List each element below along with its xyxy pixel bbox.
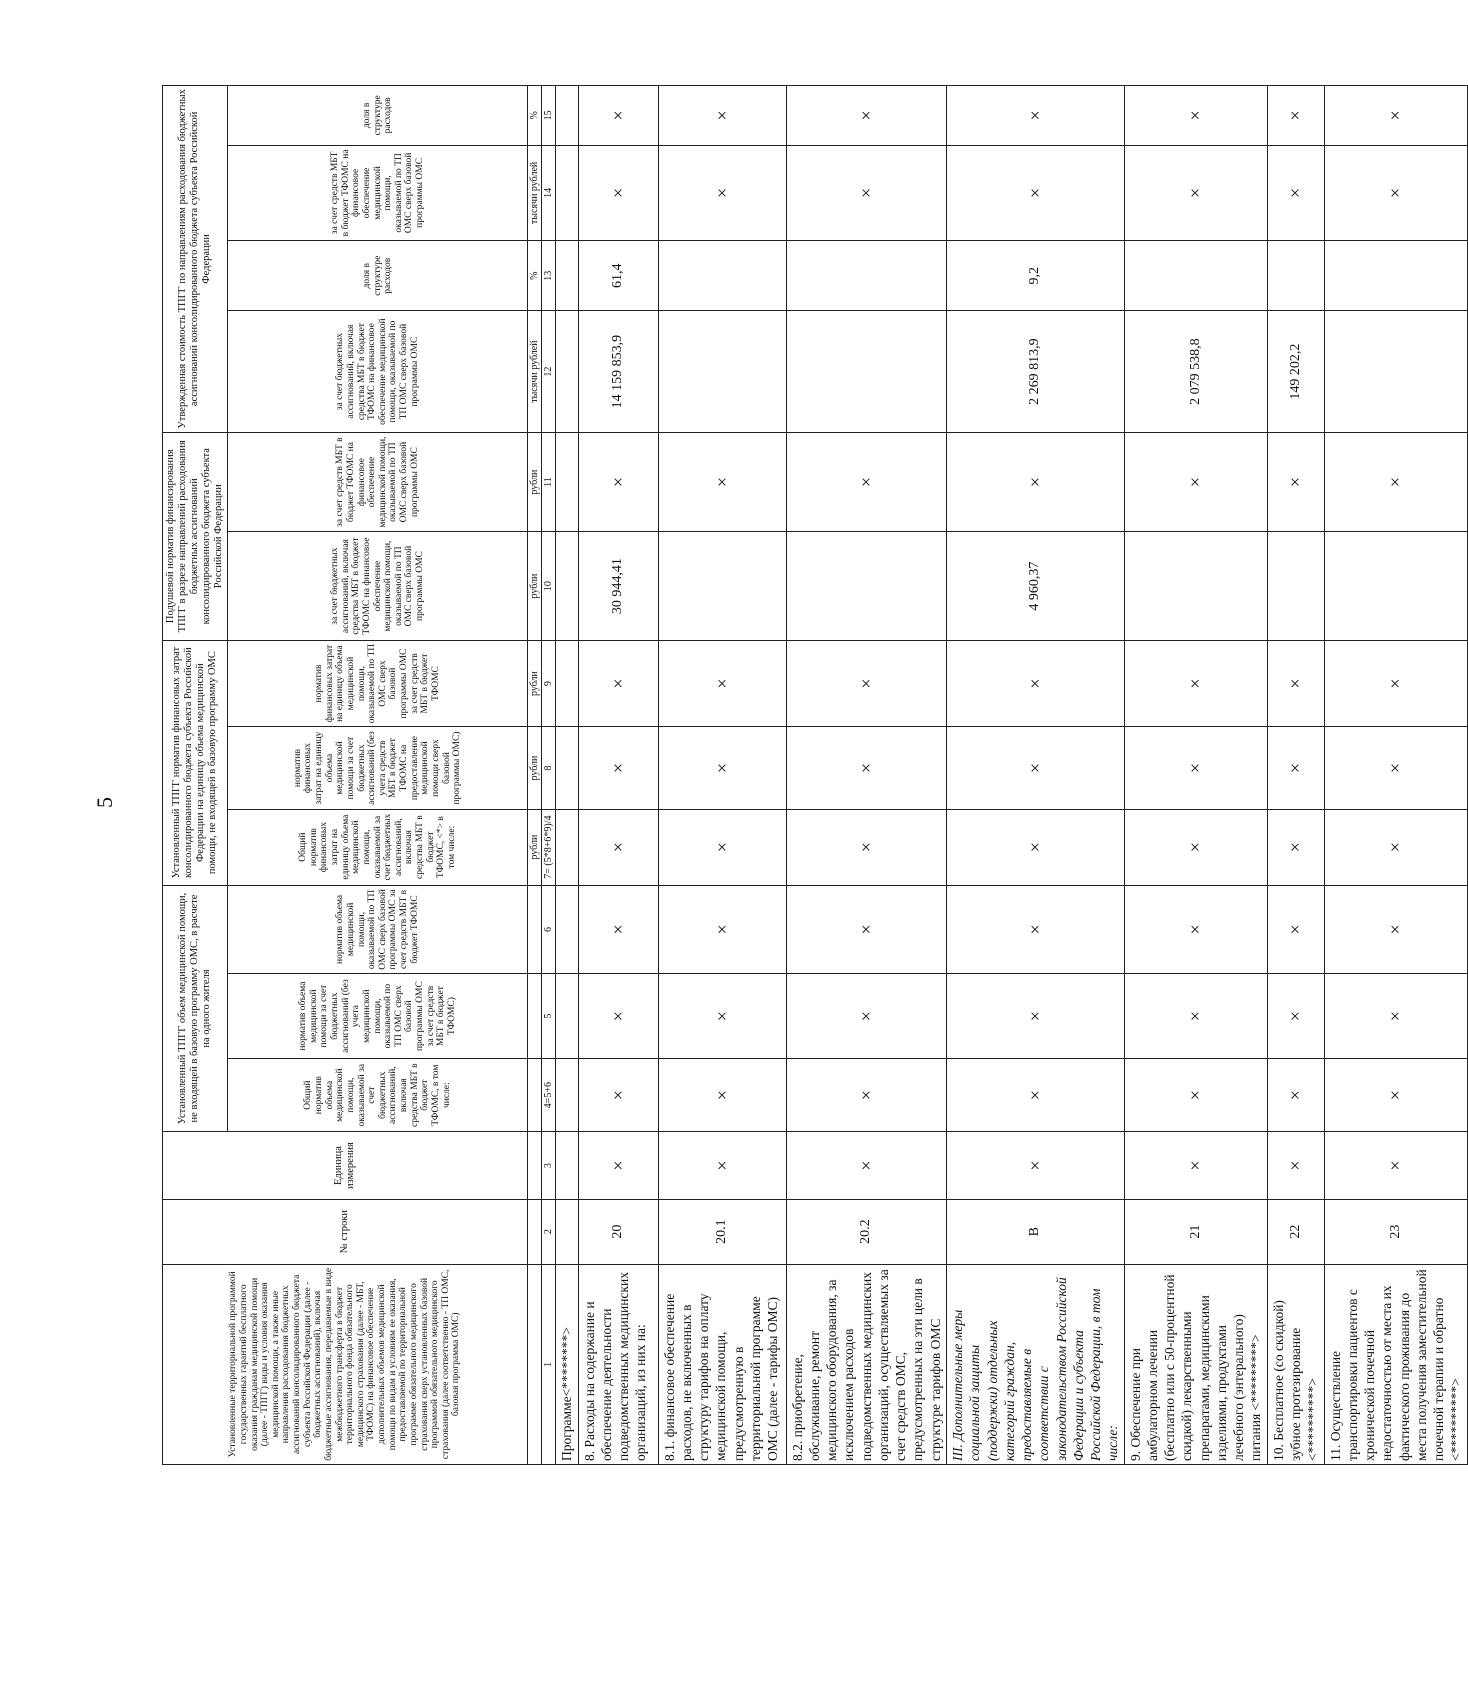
table-cell: × (578, 1132, 658, 1199)
table-cell (556, 1132, 578, 1199)
table-cell: × (658, 432, 786, 532)
unit-cell: тысячи рублей (528, 311, 542, 432)
header-row-groups (163, 86, 228, 1465)
row-label: 9. Обеспечение при амбулаторном лечении (бесплатно или с 50-процентной скидкой) лекарственными препаратами, медицинскими изделиями, продуктами лечебного (энтерального) питания <*********> (1124, 1264, 1267, 1464)
table-cell (556, 727, 578, 809)
table-cell (556, 885, 578, 974)
table-cell: × (1124, 86, 1267, 146)
table-cell: × (578, 809, 658, 885)
unit-cell: рубли (528, 727, 542, 809)
header-group-cost: Установленный ТПГГ норматив финансовых затрат консолидированного бюджета субъекта Российской Федерации на единицу объема медицинской помощи, не входящей в базовую программу ОМС (163, 640, 228, 885)
table-cell: 2 079 538,8 (1124, 311, 1267, 432)
table-cell (786, 311, 946, 432)
table-cell: × (578, 145, 658, 240)
unit-cell: % (528, 86, 542, 146)
table-cell: 14 159 853,9 (578, 311, 658, 432)
table-cell (1267, 241, 1324, 311)
header-col11: за счет средств МБТ в бюджет ТФОМС на финансовое обеспечение медицинской помощи, оказываемой по ТП ОМС сверх базовой программы ОМС (228, 432, 528, 532)
header-col3: Единица измерения (163, 1132, 528, 1199)
header-group-total: Утвержденная стоимость ТПГГ по направлениям расходования бюджетных ассигнований консолидированного бюджета субъекта Российской Федерации (163, 86, 228, 433)
row-label: 8.2. приобретение, обслуживание, ремонт медицинского оборудования, за исключением расходов подведомственных медицинских организаций, осуществляемых за счет средств ОМС, предусмотренных на эти цели в структуре тарифов ОМС (786, 1264, 946, 1464)
header-col12: за счет бюджетных ассигнований, включая средства МБТ в бюджет ТФОМС на финансовое обеспечение медицинской помощи, оказываемой по ТП ОМС сверх базовой программы ОМС (228, 311, 528, 432)
unit-cell (528, 885, 542, 974)
table-cell (1124, 532, 1267, 640)
table-cell (556, 311, 578, 432)
table-cell: × (658, 640, 786, 727)
table-cell: × (1267, 145, 1324, 240)
table-cell: × (1124, 145, 1267, 240)
column-number: 6 (542, 885, 556, 974)
table-cell (1324, 532, 1467, 640)
table-cell: 2 269 813,9 (946, 311, 1124, 432)
unit-cell (528, 1199, 542, 1264)
unit-cell: % (528, 241, 542, 311)
table-cell (786, 532, 946, 640)
column-number: 8 (542, 727, 556, 809)
table-row (946, 86, 1124, 1465)
table-cell: × (1324, 86, 1467, 146)
table-cell: × (1267, 640, 1324, 727)
header-col7: Общий норматив финансовых затрат на единицу объема медицинской помощи, оказываемой за счет бюджетных ассигнований, включая средства МБТ в бюджет ТФОМС, <*> в том числе: (228, 809, 528, 885)
unit-cell: тысячи рублей (528, 145, 542, 240)
table-cell: × (946, 727, 1124, 809)
table-cell: × (1324, 885, 1467, 974)
table-row (786, 86, 946, 1465)
table-cell: × (578, 974, 658, 1058)
column-number: 2 (542, 1199, 556, 1264)
table-cell: × (1324, 145, 1467, 240)
table-cell: × (1267, 1132, 1324, 1199)
table-cell: × (1124, 1132, 1267, 1199)
table-cell: × (946, 86, 1124, 146)
table-cell: В (946, 1199, 1124, 1264)
table-cell: × (786, 432, 946, 532)
table-cell (556, 809, 578, 885)
table-cell: × (946, 1058, 1124, 1132)
table-cell: 149 202,2 (1267, 311, 1324, 432)
table-cell: × (578, 640, 658, 727)
table-cell: × (946, 974, 1124, 1058)
table-row (1124, 86, 1267, 1465)
table-cell: × (658, 1132, 786, 1199)
row-label: 8.1. финансовое обеспечение расходов, не включенных в структуру тарифов на оплату медицинской помощи, предусмотренную в территориальной программе ОМС (далее - тарифы ОМС) (658, 1264, 786, 1464)
table-cell: × (1324, 640, 1467, 727)
table-cell: × (658, 885, 786, 974)
table-cell: × (1267, 727, 1324, 809)
table-cell: × (578, 727, 658, 809)
table-cell: × (946, 432, 1124, 532)
table-row (556, 86, 578, 1465)
table-cell: × (658, 1058, 786, 1132)
table-cell: 9,2 (946, 241, 1124, 311)
column-number: 12 (542, 311, 556, 432)
column-number: 9 (542, 640, 556, 727)
row-label: III. Дополнительные меры социальной защиты (поддержки) отдельных категорий граждан, предоставляемые в соответствии с законодательством Российской Федерации и субъекта Российской Федерации, в том числе: (946, 1264, 1124, 1464)
table-cell (658, 311, 786, 432)
table-cell: × (1124, 640, 1267, 727)
table-cell: × (1324, 727, 1467, 809)
table-cell (658, 241, 786, 311)
table-cell: × (786, 86, 946, 146)
unit-cell (528, 1132, 542, 1199)
table-cell: × (1124, 809, 1267, 885)
unit-cell: рубли (528, 640, 542, 727)
header-col10: за счет бюджетных ассигнований, включая средства МБТ в бюджет ТФОМС на финансовое обеспечение медицинской помощи, оказываемой по ТП ОМС сверх базовой программы ОМС (228, 532, 528, 640)
column-number: 3 (542, 1132, 556, 1199)
table-cell: × (1324, 1132, 1467, 1199)
budget-table (162, 85, 1468, 1465)
table-cell (1324, 311, 1467, 432)
table-cell: × (1267, 1058, 1324, 1132)
table-cell (786, 241, 946, 311)
table-cell: 30 944,41 (578, 532, 658, 640)
column-numbers-row (542, 86, 556, 1465)
table-cell: × (658, 809, 786, 885)
column-number: 5 (542, 974, 556, 1058)
table-row (1267, 86, 1324, 1465)
header-col8: норматив финансовых затрат на единицу объема медицинской помощи за счет бюджетных ассигнований (без учета средств МБТ в бюджет ТФОМС на предоставление медицинской помощи сверх базовой программы ОМС) (228, 727, 528, 809)
page-number: 5 (92, 797, 117, 808)
table-cell: 20 (578, 1199, 658, 1264)
table-row (658, 86, 786, 1465)
table-cell (556, 86, 578, 146)
table-cell: × (786, 885, 946, 974)
table-cell (1124, 241, 1267, 311)
row-label: 10. Бесплатное (со скидкой) зубное протезирование <**********> (1267, 1264, 1324, 1464)
table-cell: 4 960,37 (946, 532, 1124, 640)
table-cell (1324, 241, 1467, 311)
table-cell: × (1267, 432, 1324, 532)
row-label: 8. Расходы на содержание и обеспечение деятельности подведомственных медицинских организаций, из них на: (578, 1264, 658, 1464)
header-col1: Установленные территориальной программой государственных гарантий бесплатного оказания гражданам медицинской помощи (далее - ТПГГ) виды и условия оказания медицинской помощи, а также иные направления расходования бюджетных ассигнований консолидированного бюджета субъекта Российской Федерации (далее - бюджетных ассигнований), включая бюджетные ассигнования, передаваемые в виде межбюджетного трансферта в бюджет территориального фонда обязательного медицинского страхования (далее - МБТ, ТФОМС) на финансовое обеспечение дополнительных объемов медицинской помощи по видам и условиям ее оказания, предоставляемой по территориальной программе обязательного медицинского страхования сверх установленных базовой программой обязательного медицинского страхования (далее соответственно - ТП ОМС, базовая программа ОМС) (163, 1264, 528, 1464)
table-cell (556, 432, 578, 532)
units-row (528, 86, 542, 1465)
header-col9: норматив финансовых затрат на единицу объема медицинской помощи, оказываемой по ТП ОМС сверх базовой программы ОМС за счет средств МБТ в бюджет ТФОМС (228, 640, 528, 727)
table-cell: × (1124, 727, 1267, 809)
table-cell: × (786, 640, 946, 727)
table-cell: × (1267, 809, 1324, 885)
table-cell (658, 532, 786, 640)
table-cell: × (1324, 1058, 1467, 1132)
table-row (578, 86, 658, 1465)
column-number: 1 (542, 1264, 556, 1464)
table-cell: 20.1 (658, 1199, 786, 1264)
table-cell (556, 532, 578, 640)
table-cell: × (786, 809, 946, 885)
table-cell: × (1267, 885, 1324, 974)
table-cell: × (1124, 885, 1267, 974)
table-cell: 22 (1267, 1199, 1324, 1264)
header-col15: доля в структуре расходов (228, 86, 528, 146)
table-cell: × (946, 145, 1124, 240)
column-number: 7= (5*8+6*9)/4 (542, 809, 556, 885)
table-cell: × (1267, 86, 1324, 146)
table-cell: × (786, 1132, 946, 1199)
table-cell: × (578, 1058, 658, 1132)
table-cell: × (658, 145, 786, 240)
unit-cell (528, 974, 542, 1058)
table-cell (556, 1058, 578, 1132)
header-col4: Общий норматив объема медицинской помощи, оказываемой за счет бюджетных ассигнований, включая средства МБТ в бюджет ТФОМС, в том числе: (228, 1058, 528, 1132)
header-col5: норматив объема медицинской помощи за счет бюджетных ассигнований (без учета медицинской помощи, оказываемой по ТП ОМС сверх базовой программы ОМС за счет средств МБТ в бюджет ТФОМС) (228, 974, 528, 1058)
header-col14: за счет средств МБТ в бюджет ТФОМС на финансовое обеспечение медицинской помощи, оказываемой по ТП ОМС сверх базовой программы ОМС (228, 145, 528, 240)
table-cell: × (1267, 974, 1324, 1058)
table-row (1324, 86, 1467, 1465)
table-cell (556, 640, 578, 727)
table-cell: × (658, 727, 786, 809)
table-cell: × (946, 640, 1124, 727)
table-cell: 61,4 (578, 241, 658, 311)
table-cell: 23 (1324, 1199, 1467, 1264)
table-cell (556, 241, 578, 311)
column-number: 10 (542, 532, 556, 640)
unit-cell: рубли (528, 809, 542, 885)
table-cell: × (786, 727, 946, 809)
table-cell: × (786, 974, 946, 1058)
table-cell (556, 1199, 578, 1264)
column-number: 4=5+6 (542, 1058, 556, 1132)
table-cell: × (658, 974, 786, 1058)
table-cell: × (946, 885, 1124, 974)
column-number: 11 (542, 432, 556, 532)
table-cell (1267, 532, 1324, 640)
unit-cell (528, 1058, 542, 1132)
header-col13: доля в структуре расходов (228, 241, 528, 311)
table-cell: × (786, 145, 946, 240)
table-cell: × (1124, 432, 1267, 532)
header-group-per-capita: Подушевой норматив финансирования ТПГГ в разрезе направлений расходования бюджетных ассигнований консолидированного бюджета субъекта Российской Федерации (163, 432, 228, 640)
table-cell: × (1124, 974, 1267, 1058)
table-cell: × (1324, 809, 1467, 885)
column-number: 13 (542, 241, 556, 311)
table-cell: 20.2 (786, 1199, 946, 1264)
unit-cell: рубли (528, 432, 542, 532)
row-label: Программе<********> (556, 1264, 578, 1464)
table-cell: × (946, 809, 1124, 885)
table-cell: × (946, 1132, 1124, 1199)
rotated-table-sheet (162, 85, 1464, 1465)
table-cell: × (578, 885, 658, 974)
table-cell: × (578, 432, 658, 532)
table-cell: × (1124, 1058, 1267, 1132)
table-cell: × (1324, 432, 1467, 532)
header-group-volume: Установленный ТПГГ объем медицинской помощи, не входящей в базовую программу ОМС, в расчете на одного жителя (163, 885, 228, 1132)
table-cell: × (658, 86, 786, 146)
column-number: 14 (542, 145, 556, 240)
column-number: 15 (542, 86, 556, 146)
unit-cell (528, 1264, 542, 1464)
table-cell: × (786, 1058, 946, 1132)
header-col6: норматив объема медицинской помощи, оказываемой по ТП ОМС сверх базовой программы ОМС за счет средств МБТ в бюджет ТФОМС (228, 885, 528, 974)
row-label: 11. Осуществление транспортировки пациентов с хронической почечной недостаточностью от места их фактического проживания до места получения заместительной почечной терапии и обратно <**********> (1324, 1264, 1467, 1464)
table-cell: × (578, 86, 658, 146)
table-cell: 21 (1124, 1199, 1267, 1264)
table-cell: × (1324, 974, 1467, 1058)
table-cell (556, 145, 578, 240)
header-col2: № строки (163, 1199, 528, 1264)
unit-cell: рубли (528, 532, 542, 640)
table-cell (556, 974, 578, 1058)
